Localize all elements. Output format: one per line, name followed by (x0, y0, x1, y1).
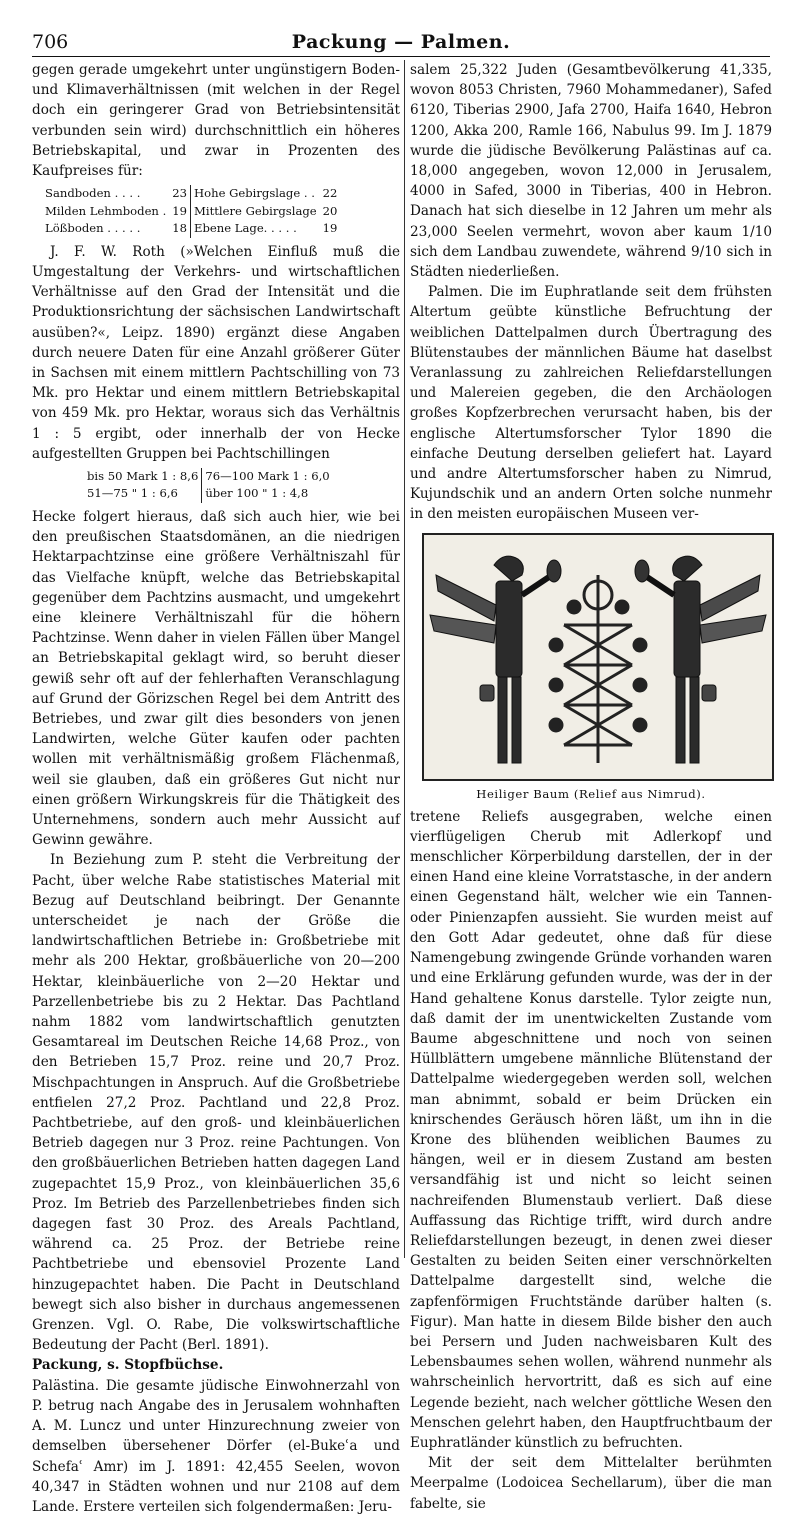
page-number: 706 (32, 31, 69, 53)
running-title: Packung — Palmen. (291, 31, 511, 53)
relief-illustration (422, 533, 774, 781)
table-row (84, 485, 333, 503)
paragraph-pacht-verbreitung: In Beziehung zum P. steht die Verbreitung der Pacht, über welche Rabe statistisches Material mit Bezug auf Deutschland beibringt. Der Genannte unterscheidet je nach der Größe die landwirtschaftlichen Betriebe in: Großbetriebe mit mehr als 200 Hektar, großbäuerliche von 20—200 Hektar, kleinbäuerliche von 2—20 Hektar und Parzellenbetriebe bis zu 2 Hektar. Das Pachtland nahm 1882 vom landwirtschaftlich genutzten Gesamtareal im Deutschen Reiche 14,68 Proz., von den Betrieben 15,7 Proz. reine und 20,7 Proz. Mischpachtungen in Anspruch. Auf die Großbetriebe entfielen 27,2 Proz. Pachtland und 22,8 Proz. Pachtbetriebe, auf den groß- und kleinbäuerlichen Betrieb dagegen nur 3 Proz. reine Pachtungen. Von den großbäuerlichen Betrieben hatten dagegen Land zugepachtet 15,9 Proz., von kleinbäuerlichen 35,6 Proz. Im Betrieb des Parzellenbetriebes finden sich dagegen fast 30 Proz. des Areals Pachtland, während ca. 25 Proz. der Betriebe reine Pachtbetriebe und ebensoviel Prozente Land hinzugepachtet haben. Die Pacht in Deutschland bewegt sich also bisher in durchaus angemessenen Grenzen. Vgl. O. Rabe, Die volkswirtschaftliche Bedeutung der Pacht (Berl. 1891). (32, 852, 400, 1354)
paragraph-reliefs: tretene Reliefs ausgegraben, welche einen vierflügeligen Cherub mit Adlerkopf und menschlicher Körperbildung darstellen, der in der einen Hand eine kleine Vorratstasche, in der andern einen Gegenstand hält, welcher wie ein Tannen- oder Pinienzapfen aussieht. Sie wurden meist auf den Gott Adar gedeutet, ohne daß für diese Namengebung zwingende Gründe vorhanden waren und eine Erklärung gefunden wurde, was der in der Hand gehaltene Konus darstelle. Tylor zeigte nun, daß damit der im unentwickelten Zustande vom Baume abgeschnittene und noch von seinen Hüllblättern umgebene männliche Blütenstand der Dattelpalme wiedergegeben werden soll, welchen man abnimmt, sobald er beim Drücken ein knirschendes Geräusch hören läßt, um ihn in die Krone des blühenden weiblichen Baumes zu hängen, weil er in diesem Zustand am besten versandfähig ist und nicht so leicht seinen nachreifenden Blumenstaub verliert. Daß diese Auffassung das Richtige trifft, wird durch andre Reliefdarstellungen bezeugt, in denen zwei dieser Gestalten zu beiden Seiten einer verschnörkelten Dattelpalme dargestellt sind, welche die zapfenförmigen Fruchtstände darüber halten (s. Figur). Man hatte in diesem Bilde bisher den auch bei Persern und Juden nachweisbaren Kult des Lebensbaumes sehen wollen, während nunmehr als wahrscheinlich hervortritt, daß es sich auf eine Legende bezieht, nach welcher göttliche Wesen den Menschen gelehrt haben, den Hauptfruchtbaum der Euphratländer künstlich zu befruchten. (410, 808, 772, 1451)
paragraph-hecke: Hecke folgert hieraus, daß sich auch hier, wie bei den preußischen Staatsdomänen, an die niedrigen Hektarpachtzinse eine größere Verhältniszahl für das Vielfache knüpft, welche das Betriebskapital gegenüber dem Pachtzins ausmacht, und umgekehrt eine kleinere Verhältniszahl für die höhern Pachtzinse. Wenn daher in vielen Fällen über Mangel an Betriebskapital geklagt wird, so beruht dieser gewiß sehr oft auf der fehlerhaften Veranschlagung auf Grund der Görizschen Regel bei dem Antritt des Betriebes, und zwar gilt dies besonders von jenen Landwirten, welche Güter kaufen oder pachten wollen mit verhältnismäßig großem Flächenmaß, weil sie glauben, daß ein größeres Gut nicht nur einen größern Wirkungskreis für die Thätigkeit des Unternehmens, sondern auch mehr Aussicht auf Gewinn gewähre. (32, 508, 400, 849)
paragraph-roth: J. F. W. Roth (»Welchen Einfluß muß die Umgestaltung der Verkehrs- und wirtschaftlichen Verhältnisse auf den Grad der Intensität und die Produktionsrichtung der sächsischen Landwirtschaft ausüben?«, Leipz. 1890) ergänzt diese Angaben durch neuere Daten für eine Anzahl größerer Güter in Sachsen mit einem mittlern Pachtschilling von 73 Mk. pro Hektar und einem mittlern Betriebskapital von 459 Mk. pro Hektar, woraus sich das Verhältnis 1 : 5 ergibt, oder innerhalb der von Hecke aufgestellten Gruppen bei Pachtschillingen (32, 243, 400, 462)
table-cell: Lößboden . . . . . (45, 221, 141, 236)
entry-palmen: Palmen. Die im Euphratlande seit dem frühsten Altertum geübte künstliche Befruchtung der weiblichen Dattelpalmen durch Übertragung des Blütenstaubes der männlichen Bäume hat daselbst Veranlassung zu zahlreichen Reliefdarstellungen und Malereien gegeben, die den Archäologen großes Kopfzerbrechen verursacht haben, bis der englische Altertumsforscher Tylor 1890 die einfache Deutung derselben geliefert hat. Layard und andre Altertumsforscher haben zu Nimrud, Kujundschik und an andern Orten solche nunmehr in den meisten europäischen Museen ver- (410, 284, 772, 523)
table-cell: 19 (322, 221, 338, 236)
column-separator (404, 60, 405, 1258)
left-column (32, 60, 400, 1517)
table-row (42, 185, 340, 203)
table-cell: Hohe Gebirgslage . . (191, 185, 320, 203)
table-cell: Mittlere Gebirgslage (191, 203, 320, 221)
table-cell: 20 (322, 203, 338, 218)
entry-packung: Packung, s. Stopfbüchse. (32, 1357, 224, 1374)
table-cell: bis 50 Mark 1 : 8,6 (87, 468, 199, 483)
table-cell: 23 (172, 186, 188, 201)
table-cell: über 100 " 1 : 4,8 (202, 485, 333, 503)
page-header (32, 30, 770, 57)
entry-palaestina: Palästina. Die gesamte jüdische Einwohnerzahl von P. betrug nach Angabe des in Jerusalem wohnhaften A. M. Luncz und unter Hinzurechnung zweier von demselben übersehener Dörfer (el-Bukeʿa und Schefaʿ Amr) im J. 1891: 42,455 Seelen, wovon 40,347 in Städten wohnen und nur 2108 auf dem Lande. Erstere verteilen sich folgendermaßen: Jeru- (32, 1377, 400, 1515)
table-row (42, 203, 340, 221)
table-row (84, 468, 333, 486)
table-cell: Ebene Lage. . . . . (191, 220, 320, 238)
table-cell: 51—75 " 1 : 6,6 (87, 486, 178, 501)
pachtschilling-ratio-table (84, 468, 333, 503)
table-cell: Milden Lehmboden . (45, 203, 167, 218)
right-column (410, 60, 772, 1514)
paragraph-continuation: gegen gerade umgekehrt unter ungünstigern Boden- und Klimaverhältnissen (mit welchen in der Regel doch ein geringerer Grad von Betriebsintensität verbunden sein wird) durchschnittlich ein höheres Betriebskapital, und zwar in Prozenten des Kaufpreises für: (32, 62, 400, 180)
table-row (42, 220, 340, 238)
table-cell: 18 (172, 221, 188, 236)
table-cell: 22 (322, 186, 338, 201)
figure-caption: Heiliger Baum (Relief aus Nimrud). (476, 786, 706, 801)
paragraph-jerusalem: salem 25,322 Juden (Gesamtbevölkerung 41,335, wovon 8053 Christen, 7960 Mohammedaner), Safed 6120, Tiberias 2900, Jafa 2700, Haifa 1640, Hebron 1200, Akka 200, Ramle 166, Nabulus 99. Im J. 1879 wurde die jüdische Bevölkerung Palästinas auf ca. 18,000 angegeben, wovon 12,000 in Jerusalem, 4000 in Safed, 3000 in Tiberias, 400 in Hebron. Danach hat sich dieselbe in 12 Jahren um mehr als 23,000 Seelen vermehrt, wovon aber kaum 1/10 sich dem Landbau zuwendete, während 9/10 sich in Städten niederließen. (410, 62, 772, 281)
paragraph-meerpalme: Mit der seit dem Mittelalter berühmten Meerpalme (Lodoicea Sechellarum), über die man fabelte, sie (410, 1455, 772, 1512)
capital-percent-table (42, 185, 340, 238)
table-cell: 76—100 Mark 1 : 6,0 (202, 468, 333, 486)
sacred-tree-relief-image (424, 535, 772, 779)
table-cell: 19 (172, 203, 188, 218)
table-cell: Sandboden . . . . (45, 186, 141, 201)
